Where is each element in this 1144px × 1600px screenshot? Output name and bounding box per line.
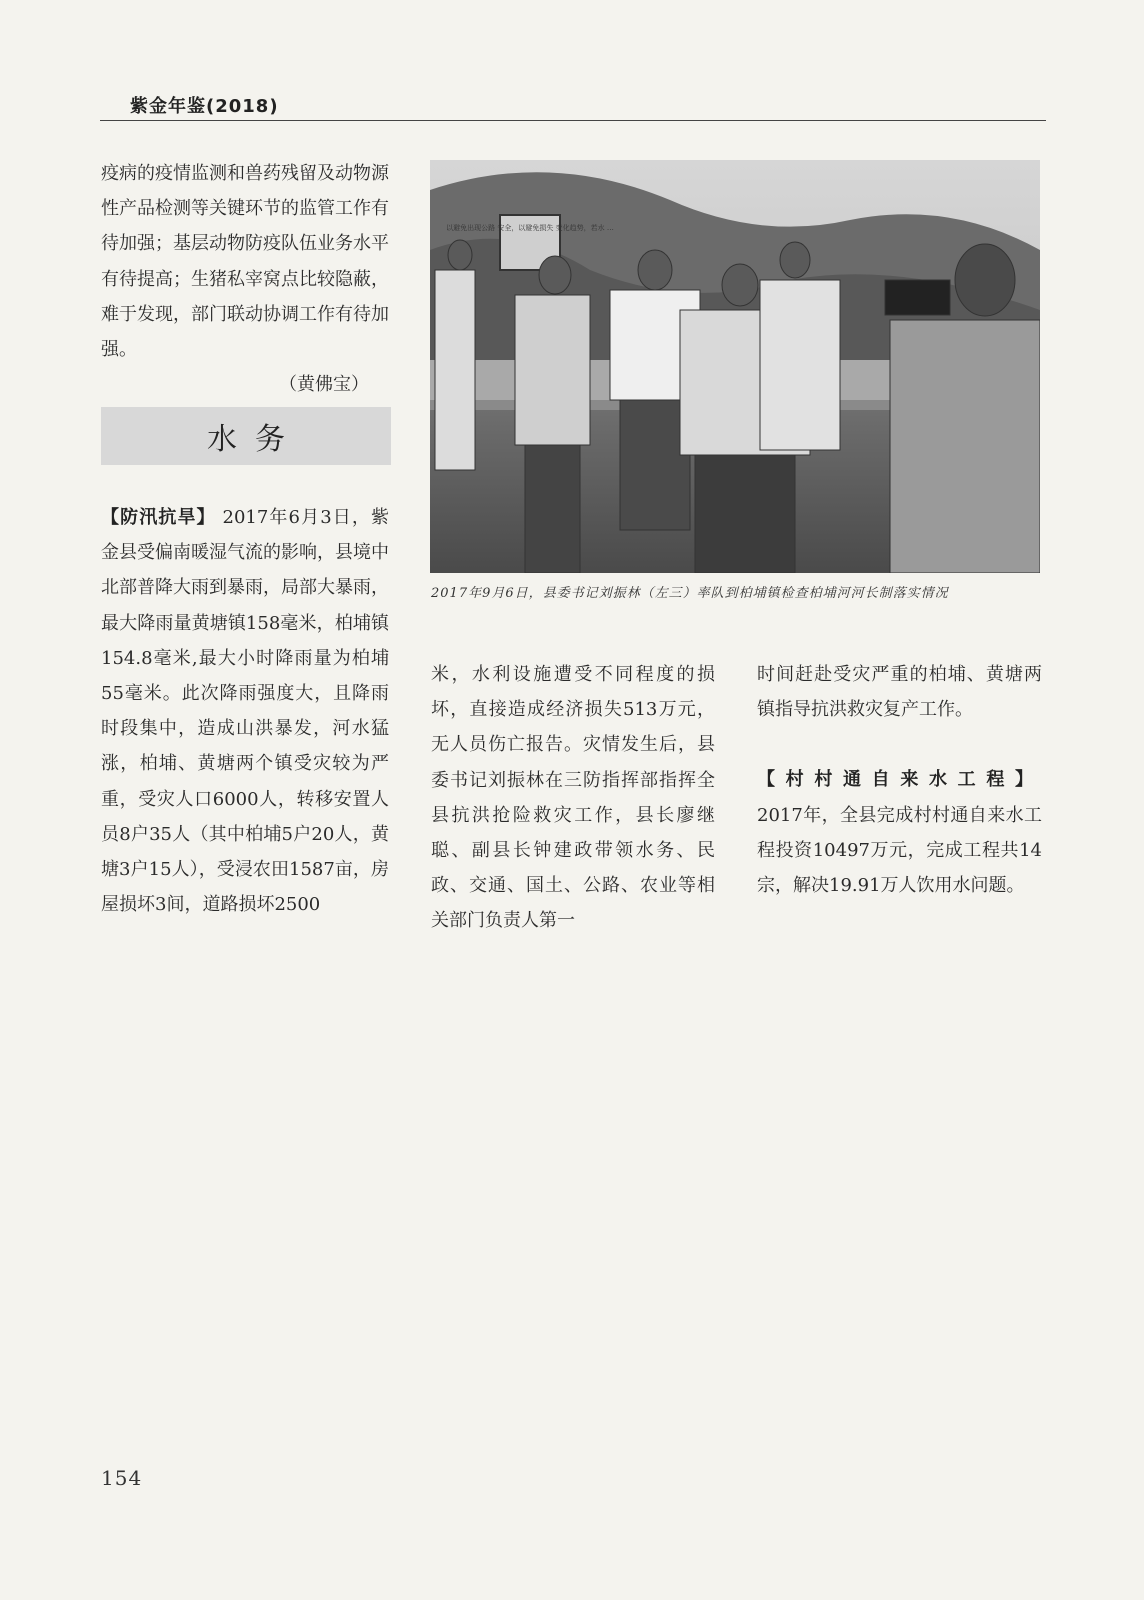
- sign-text: 以避免出现公路 安全，以避免损失 变化趋势，若水 …: [446, 224, 614, 232]
- column-3: [757, 657, 1042, 903]
- water-project-label: 【村村通自来水工程】: [757, 769, 1042, 791]
- damage-paragraph: 米，水利设施遭受不同程度的损坏，直接造成经济损失513万元，无人员伤亡报告。灾情发生后，县委书记刘振林在三防指挥部指挥全县抗洪抢险救灾工作，县长廖继聪、副县长钟建政带领水务、民政、交通、国土、公路、农业等相关部门负责人第一: [431, 664, 715, 932]
- inspection-photo: [430, 160, 1040, 573]
- water-project-text: 2017年，全县完成村村通自来水工程投资10497万元，完成工程共14宗，解决19.91万人饮用水问题。: [757, 804, 1042, 897]
- column-1-bottom: [101, 500, 389, 922]
- flood-control-paragraph: [101, 500, 389, 922]
- yearbook-title: 紫金年鉴(2018): [130, 96, 279, 117]
- photo-illustration: [430, 160, 1040, 573]
- flood-control-label: 【防汛抗旱】: [101, 507, 216, 528]
- continuation-paragraph: 疫病的疫情监测和兽药残留及动物源性产品检测等关键环节的监管工作有待加强；基层动物防疫队伍业务水平有待提高；生猪私宰窝点比较隐蔽，难于发现，部门联动协调工作有待加强。: [101, 163, 389, 361]
- column-1-top: [101, 156, 389, 402]
- section-title: 水务: [207, 422, 303, 457]
- column-2: [431, 657, 715, 939]
- page-number: 154: [101, 1466, 143, 1490]
- photo-caption: 2017年9月6日，县委书记刘振林（左三）率队到柏埔镇检查柏埔河河长制落实情况: [431, 586, 949, 601]
- author-credit: （黄佛宝）: [279, 374, 369, 396]
- flood-control-text: 2017年6月3日，紫金县受偏南暖湿气流的影响，县境中北部普降大雨到暴雨，局部大暴雨，最大降雨量黄塘镇158毫米，柏埔镇154.8毫米,最大小时降雨量为柏埔55毫米。此次降雨强度大，且降雨时段集中，造成山洪暴发，河水猛涨，柏埔、黄塘两个镇受灾较为严重，受灾人口6000人，转移安置人员8户35人（其中柏埔5户20人，黄塘3户15人），受浸农田1587亩，房屋损坏3间，道路损坏2500: [101, 507, 389, 916]
- rescue-paragraph: 时间赶赴受灾严重的柏埔、黄塘两镇指导抗洪救灾复产工作。: [757, 664, 1042, 721]
- section-header: [101, 407, 391, 465]
- water-project-paragraph: [757, 762, 1042, 903]
- header-rule: [100, 120, 1046, 121]
